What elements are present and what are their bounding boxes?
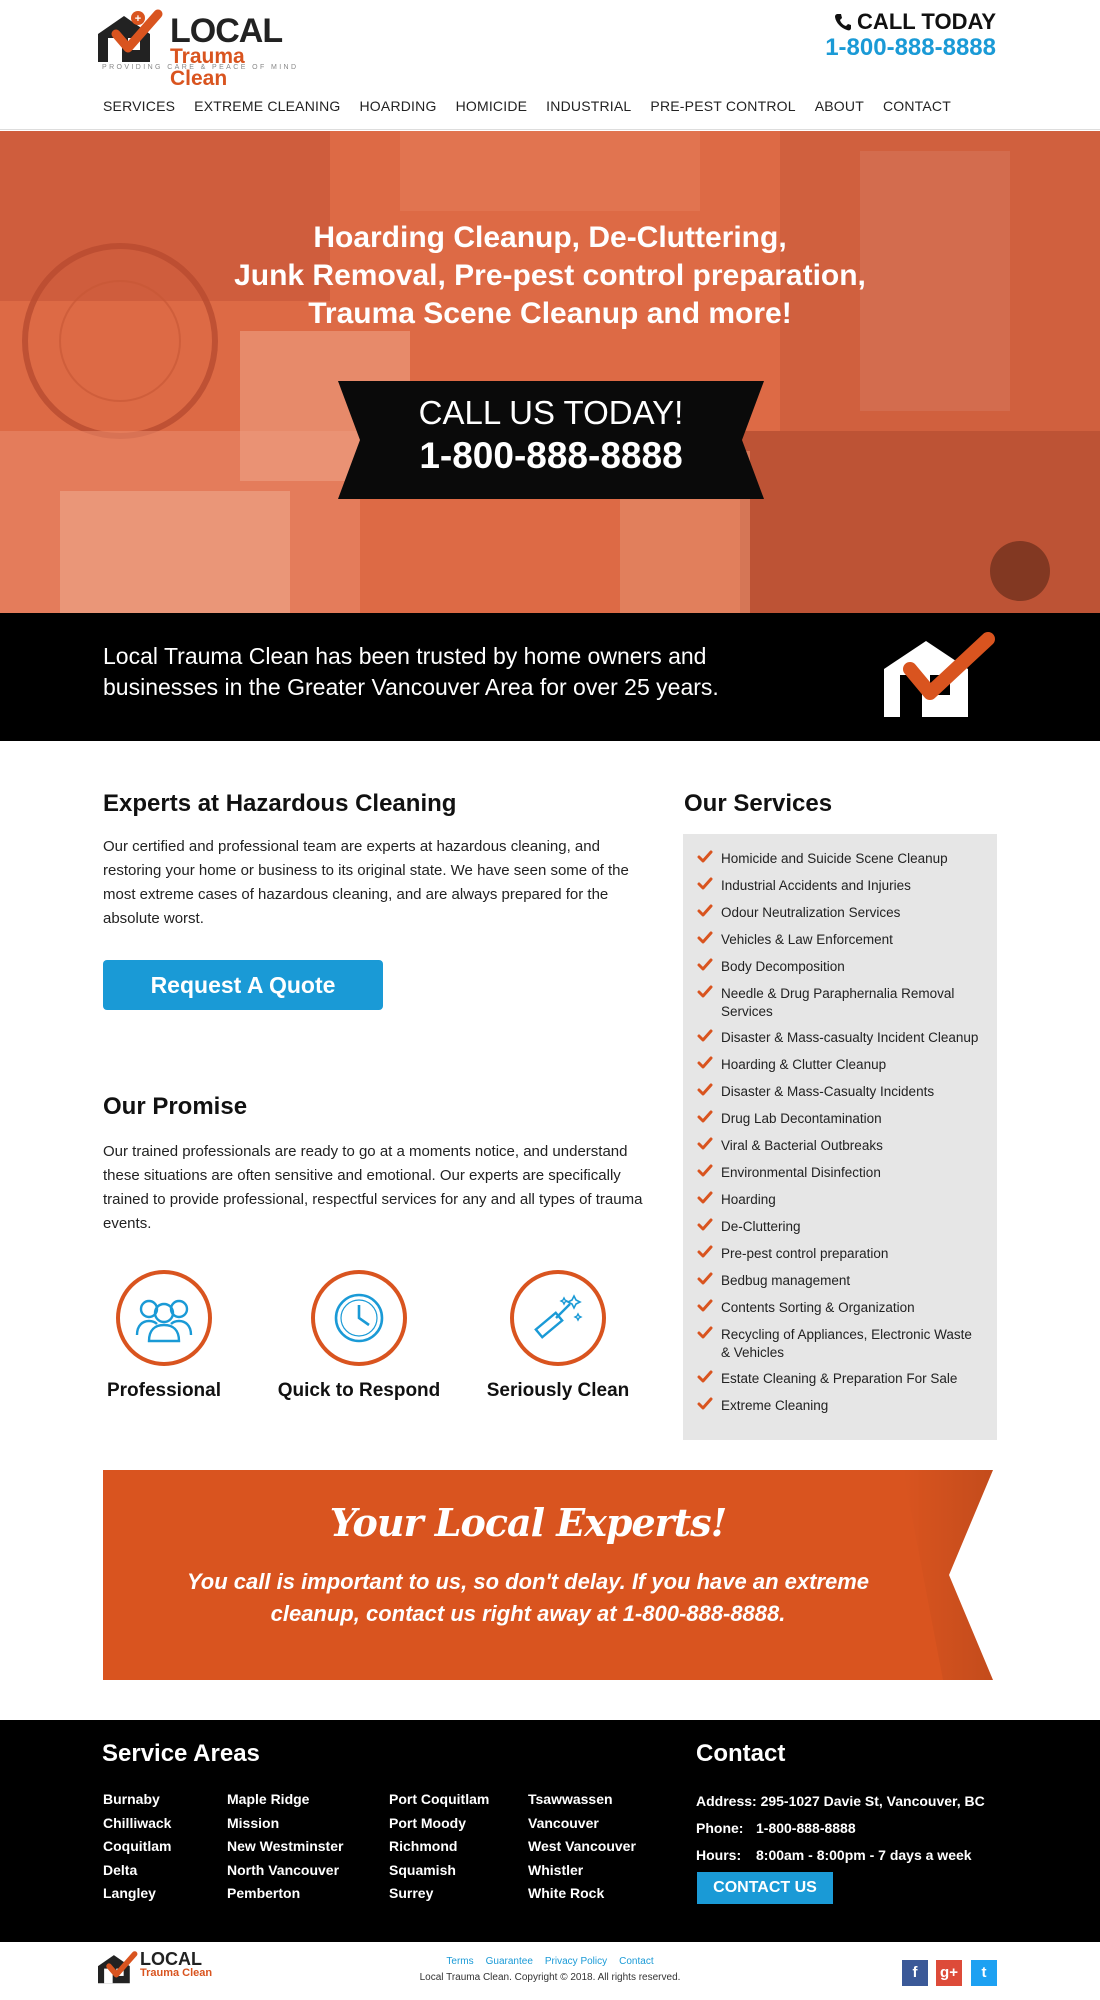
footer-link-guarantee[interactable]: Guarantee [485, 1956, 533, 1967]
footer-logo-local: LOCAL [140, 1949, 202, 1969]
header-call-label: CALL TODAY [857, 9, 996, 34]
service-item [697, 877, 983, 896]
banner-text: You call is important to us, so don't delay. If you have an extreme cleanup, contact us right away at 1-800-888-8888. [186, 1569, 870, 1626]
checkmark-icon [697, 1164, 721, 1183]
experts-heading: Experts at Hazardous Cleaning [103, 790, 457, 817]
service-item-label: Body Decomposition [721, 959, 845, 974]
feature-quick-to-respond [264, 1270, 454, 1402]
service-item-label: Pre-pest control preparation [721, 1246, 889, 1261]
contact-heading: Contact [696, 1740, 786, 1767]
footer-link-contact[interactable]: Contact [619, 1956, 654, 1967]
main-nav [103, 98, 970, 114]
service-area-link[interactable]: Squamish [389, 1861, 456, 1878]
hero-banner [0, 131, 1100, 613]
checkmark-icon [697, 1397, 721, 1416]
service-item-label: Contents Sorting & Organization [721, 1300, 915, 1315]
checkmark-icon [697, 1218, 721, 1237]
service-item [697, 1110, 983, 1129]
site-footer [0, 1720, 1100, 1942]
phone-value[interactable]: 1-800-888-8888 [756, 1820, 856, 1836]
service-item [697, 931, 983, 950]
feature-label: Seriously Clean [486, 1380, 630, 1401]
nav-item-services[interactable]: SERVICES [103, 98, 176, 114]
service-area-column [103, 1788, 171, 1906]
google-plus-icon[interactable]: g+ [936, 1960, 962, 1986]
nav-item-hoarding[interactable]: HOARDING [359, 98, 437, 114]
service-item [697, 1164, 983, 1183]
service-item-label: Disaster & Mass-casualty Incident Cleanup [721, 1030, 979, 1045]
service-area-link[interactable]: Port Coquitlam [389, 1791, 490, 1807]
nav-item-contact[interactable]: CONTACT [882, 98, 951, 114]
squeegee-icon [530, 1290, 586, 1346]
contact-phone-row [696, 1815, 985, 1842]
service-area-link[interactable]: Vancouver [528, 1814, 599, 1831]
promise-body: Our trained professionals are ready to go at a moments notice, and understand these situations are often sensitive and emotional. Our experts are specifically trained to provide professional, respectful services for any and all types of trauma events. [103, 1143, 643, 1232]
hours-value: 8:00am - 8:00pm - 7 days a week [756, 1847, 972, 1863]
copyright: Local Trauma Clean. Copyright © 2018. All rights reserved. [419, 1972, 681, 1983]
service-item [697, 1272, 983, 1291]
nav-item-pre-pest-control[interactable]: PRE-PEST CONTROL [650, 98, 796, 114]
house-check-icon [880, 631, 1000, 723]
contact-details [696, 1788, 985, 1869]
contact-address-row [696, 1788, 985, 1815]
checkmark-icon [697, 931, 721, 950]
trust-statement: Local Trauma Clean has been trusted by home owners and businesses in the Greater Vancouver Area for over 25 years. [103, 643, 719, 700]
service-item-label: Extreme Cleaning [721, 1398, 829, 1413]
header-call-label-row [825, 10, 996, 34]
service-item-label: Recycling of Appliances, Electronic Waste & Vehicles [721, 1327, 972, 1360]
logo-tagline: PROVIDING CARE & PEACE OF MIND [102, 64, 299, 71]
nav-item-industrial[interactable]: INDUSTRIAL [546, 98, 632, 114]
service-item-label: Viral & Bacterial Outbreaks [721, 1138, 883, 1153]
checkmark-icon [697, 1272, 721, 1291]
logo-wordmark [170, 14, 288, 90]
facebook-icon[interactable]: f [902, 1960, 928, 1986]
service-item [697, 985, 983, 1021]
house-check-icon [98, 8, 170, 66]
service-item-label: Odour Neutralization Services [721, 905, 901, 920]
service-area-link[interactable]: Burnaby [103, 1791, 160, 1807]
hero-headline-line-1: Hoarding Cleanup, De-Cluttering, [313, 221, 787, 254]
service-item [697, 1245, 983, 1264]
hero-headline-line-2: Junk Removal, Pre-pest control preparation, [234, 259, 866, 292]
footer-logo[interactable] [98, 1948, 218, 1992]
footer-logo-trauma: Trauma Clean [140, 1967, 213, 1979]
service-area-link[interactable]: Delta [103, 1861, 138, 1878]
contact-us-button[interactable]: CONTACT US [697, 1872, 833, 1904]
nav-item-extreme-cleaning[interactable]: EXTREME CLEANING [194, 98, 341, 114]
address-label: Address: [696, 1793, 757, 1809]
checkmark-icon [697, 1083, 721, 1102]
feature-label: Professional [106, 1380, 222, 1401]
logo-trauma-clean: Trauma Clean [170, 45, 245, 90]
service-area-link[interactable]: Surrey [389, 1885, 434, 1901]
checkmark-icon [697, 1029, 721, 1048]
service-item-label: Disaster & Mass-Casualty Incidents [721, 1084, 935, 1099]
service-area-link[interactable]: White Rock [528, 1885, 605, 1901]
hero-headline [0, 219, 1100, 333]
service-item-label: Needle & Drug Paraphernalia Removal Services [721, 986, 955, 1019]
checkmark-icon [697, 1299, 721, 1318]
service-area-link[interactable]: Maple Ridge [227, 1791, 310, 1807]
checkmark-icon [697, 985, 721, 1021]
feature-icon-circle [311, 1270, 407, 1366]
service-area-column [389, 1788, 489, 1906]
service-areas-heading: Service Areas [102, 1740, 260, 1767]
site-logo[interactable] [98, 8, 299, 90]
service-area-link[interactable]: North Vancouver [227, 1861, 340, 1878]
service-item-label: Vehicles & Law Enforcement [721, 932, 893, 947]
service-area-link[interactable]: Mission [227, 1814, 280, 1831]
local-experts-banner [103, 1470, 993, 1680]
banner-title: Your Local Experts! [329, 1500, 727, 1545]
checkmark-icon [697, 958, 721, 977]
checkmark-icon [697, 904, 721, 923]
service-item [697, 1029, 983, 1048]
service-item-label: Environmental Disinfection [721, 1165, 881, 1180]
hero-call-banner[interactable] [338, 381, 764, 499]
phone-label: Phone: [696, 1820, 744, 1836]
service-item-label: Drug Lab Decontamination [721, 1111, 882, 1126]
service-item [697, 1326, 983, 1362]
hours-label: Hours: [696, 1847, 742, 1863]
header-phone-number[interactable]: 1-800-888-8888 [825, 34, 996, 61]
checkmark-icon [697, 850, 721, 869]
service-item [697, 1218, 983, 1237]
service-item-label: Hoarding & Clutter Cleanup [721, 1057, 887, 1072]
service-area-column [227, 1788, 343, 1906]
service-area-column [528, 1788, 636, 1906]
checkmark-icon [697, 1056, 721, 1075]
checkmark-icon [697, 1245, 721, 1264]
feature-icon-circle [510, 1270, 606, 1366]
hero-headline-line-3: Trauma Scene Cleanup and more! [308, 297, 792, 330]
checkmark-icon [697, 1191, 721, 1210]
service-item-label: Bedbug management [721, 1273, 851, 1288]
header-call-box [825, 10, 996, 62]
service-item-label: Industrial Accidents and Injuries [721, 878, 911, 893]
clock-icon [332, 1291, 386, 1345]
service-item-label: De-Cluttering [721, 1219, 801, 1234]
hero-call-text [338, 393, 764, 479]
feature-professional [69, 1270, 259, 1402]
service-item [697, 1299, 983, 1318]
service-area-link[interactable]: New Westminster [227, 1838, 344, 1854]
phone-icon [835, 13, 851, 31]
contact-hours-row [696, 1842, 985, 1869]
service-area-link[interactable]: Pemberton [227, 1885, 301, 1901]
service-item [697, 1191, 983, 1210]
bottom-bar [0, 1942, 1100, 2000]
service-area-link[interactable]: Port Moody [389, 1814, 466, 1831]
experts-body: Our certified and professional team are experts at hazardous cleaning, and restoring your home or business to its original state. We have seen some of the most extreme cases of hazardous cleaning, and are always prepared for the absolute worst. [103, 838, 629, 927]
svg-text:+: + [134, 13, 142, 25]
address-value: 295-1027 Davie St, Vancouver, BC [760, 1793, 985, 1809]
feature-label: Quick to Respond [277, 1380, 441, 1401]
service-item [697, 1083, 983, 1102]
trust-band [0, 613, 1100, 741]
service-item [697, 904, 983, 923]
service-item [697, 958, 983, 977]
request-quote-button[interactable]: Request A Quote [103, 960, 383, 1010]
checkmark-icon [697, 1137, 721, 1156]
service-item-label: Homicide and Suicide Scene Cleanup [721, 851, 948, 866]
feature-icon-circle [116, 1270, 212, 1366]
checkmark-icon [697, 1110, 721, 1129]
footer-link-terms[interactable]: Terms [446, 1956, 474, 1967]
service-item [697, 1137, 983, 1156]
service-item [697, 850, 983, 869]
promise-heading: Our Promise [103, 1093, 248, 1120]
nav-item-homicide[interactable]: HOMICIDE [455, 98, 528, 114]
service-area-link[interactable]: Chilliwack [103, 1814, 172, 1831]
feature-seriously-clean [463, 1270, 653, 1402]
service-area-link[interactable]: Coquitlam [103, 1838, 172, 1854]
service-area-link[interactable]: Whistler [528, 1861, 584, 1878]
service-area-link[interactable]: West Vancouver [528, 1838, 636, 1854]
service-area-link[interactable]: Tsawwassen [528, 1791, 613, 1807]
twitter-icon[interactable]: t [971, 1960, 997, 1986]
service-item [697, 1370, 983, 1389]
footer-links [0, 1956, 1100, 1967]
hero-call-number[interactable]: 1-800-888-8888 [419, 435, 683, 476]
service-area-link[interactable]: Richmond [389, 1838, 458, 1854]
logo-local: LOCAL [170, 12, 283, 50]
service-item-label: Hoarding [721, 1192, 776, 1207]
service-area-link[interactable]: Langley [103, 1885, 156, 1901]
services-list [683, 834, 997, 1440]
nav-item-about[interactable]: ABOUT [814, 98, 864, 114]
services-heading: Our Services [684, 790, 833, 817]
hero-call-label: CALL US TODAY! [418, 394, 684, 431]
checkmark-icon [697, 1370, 721, 1389]
checkmark-icon [697, 877, 721, 896]
footer-link-privacy-policy[interactable]: Privacy Policy [544, 1956, 608, 1967]
service-item [697, 1397, 983, 1416]
team-icon [133, 1293, 195, 1343]
hero-background-image [0, 131, 1100, 613]
checkmark-icon [697, 1326, 721, 1362]
site-header [0, 0, 1100, 130]
service-item-label: Estate Cleaning & Preparation For Sale [721, 1371, 958, 1386]
service-item [697, 1056, 983, 1075]
